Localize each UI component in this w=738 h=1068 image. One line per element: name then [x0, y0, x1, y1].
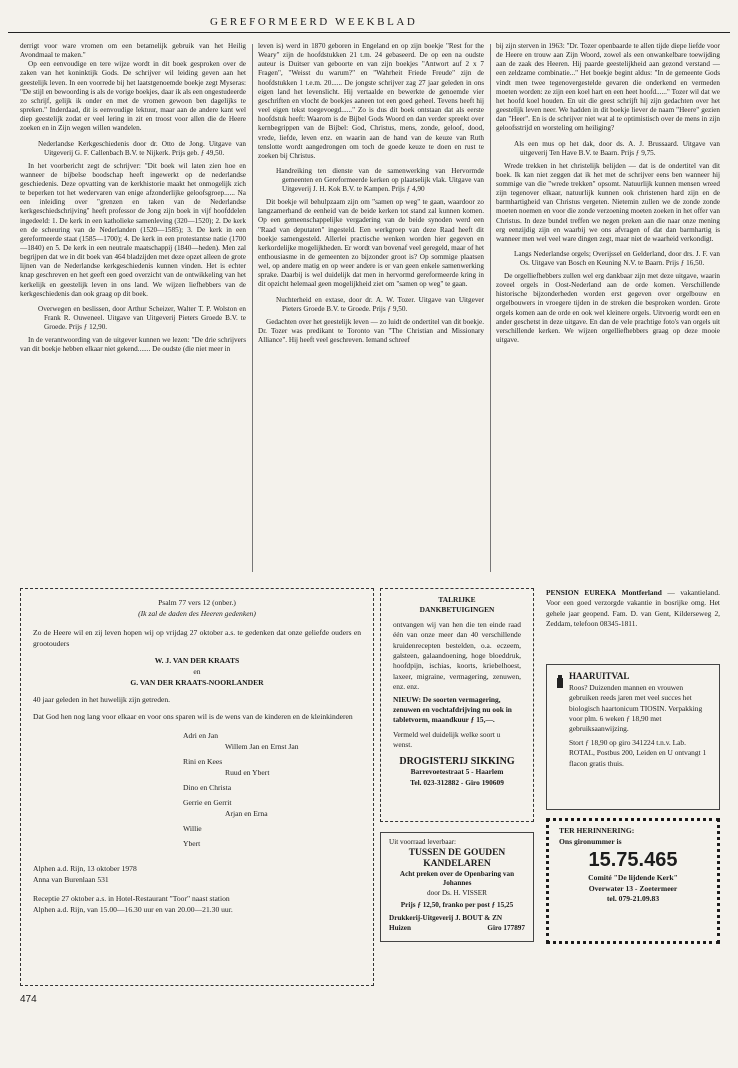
page-number: 474: [20, 994, 37, 1005]
ad-title: HAARUITVAL: [569, 671, 630, 681]
company-address: Barrevoetestraat 5 - Haarlem: [410, 767, 504, 777]
ad-body: Roos? Duizenden mannen en vrouwen gebruiken reeds jaren met veel succes het biologisch haartonicum TIOSIN. Verpakking voor plm. 6 weken ƒ 18,90 met gebruiksaanwijzing.: [569, 683, 703, 734]
paragraph: De orgelliefhebbers zullen wel erg dankbaar zijn met deze uitgave, waarin zoveel orgels in Oost-Nederland aan de orde komen. Verschillende historische bijzonderheden worden erst gegeven over orgelbouw en orgelbouwers in vroegere tijden in de streken die besproken worden. Grote orgels komen aan de orde en ook wel kleinere orgels. Uitvoerig wordt een en ander geschetst in deze uitgave. En dan de vele prachtige foto's van orgels uit verschillende kerken. We wijzen orgelliefhebbers graag op deze mooie uitgave.: [496, 271, 720, 345]
paragraph: Wrede trekken in het christelijk belijden — dat is de ondertitel van dit boek. Ik kan niet zeggen dat ik het met de schrijver eens ben wanneer hij sommige van die "wrede trekken" opsomt. Natuurlijk kunnen mensen wreed zijn tegenover elkaar, natuurlijk kunnen ook christenen hard zijn en de barmhartigheid van Christus vergeten. Nietemin zullen we de zonde zonde moeten noemen en voor die zonde verzoening moeten zoeken in het offer van Christus. In deze bundel treffen we negen preken aan die naar onze mening erg eenzijdig zijn en waarbij we ons afvragen of dat dan barmhartig is wanneer men wel veel ware dingen zegt, maar niet de waarheid verkondigt.: [496, 161, 720, 243]
paragraph: In het voorbericht zegt de schrijver: "Dit boek wil laten zien hoe en wanneer de bijbelse boodschap heeft ingewerkt op de nederlandse geschiedenis. Deze opvatting van de kerkhistorie maakt het onmogelijk zich te beperken tot het wedervaren van enige afzonderlijke geloofsgroep...... Na een inleiding over "grenzen en taken van de Nederlandse kerkgeschiedschrijving" heeft professor de Jong zijn boek in vijf hoofddelen ingedeeld: 1. De kerk in een katholieke samenleving (320—1520); 2. De kerk en de scheuring van de Nederlanden (1520—1585); 3. De kerk in een gereformeerde staat (1585—1700); 4. De kerk in een protestantse natie (1700—1840) en 5. De kerk in een neutrale maatschappij (1840—heden). Men zal begrijpen dat we in dit boek van 464 bladzijden met deze opzet alleen de grote lijnen van de Nederlandse kerkgeschiedenis kunnen vinden. Het is echter knap geschreven en het geeft een goed overzicht van de ontwikkeling van het kerkelijk en geestelijk leven in ons land. We wijzen liefhebbers van de kerkgeschiedenis dan ook graag op dit boek.: [20, 161, 246, 298]
article-column-3: [496, 42, 720, 574]
ad-news: NIEUW: De soorten vermagering, zenuwen en vochtafdrijving nu ook in tabletvorm, maandkuur ƒ 15,—.: [393, 694, 512, 725]
psalm-reference: Psalm 77 vers 12 (onber.): [158, 598, 236, 607]
book-description: Acht preken over de Openbaring van: [399, 869, 515, 878]
ad-body: ontvangen wij van hen die ten einde raad één van onze meer dan 40 verschillende kruidenrecepten bestelden, o.a. eczeem, galsteen, galaandoening, hoge bloeddruk, hoofdpijn, ischias, koorts, kriebelhoest, laxeer, migraine, vermagering, zenuwen, enz. enz.: [393, 619, 521, 692]
paragraph: Dit boekje wil behulpzaam zijn om "samen op weg" te gaan, waardoor zo langzamerhand de eenheid van de beide kerken tot stand zal kunnen komen. Op een gemeenschappelijke vergadering van de beide synoden werd een "Raad van deputaten" ingesteld. Een werkgroep van deze Raad heeft dit boekje samengesteld. Allerlei practische wenken worden hier gegeven en kerkordelijke mogelijkheden. Er wordt van bovenaf veel geregeld, maar of het enthousiasme in de gemeenten zo bijzonder groot is? Op sommige plaatsen wel, op andere matig en op weer andere is er van geen enkele samenwerking sprake. Daarbij is wel duidelijk dat men in hervormd gereformeerde kring in dit opzicht helemaal geen mogelijkheid ziet om "samen op weg" te gaan.: [258, 198, 484, 289]
book-ad-lead: Uit voorraad leverbaar:: [389, 838, 457, 846]
article-column-1: [20, 42, 246, 574]
book-review-heading: Nuchterheid en extase, door dr. A. W. Tozer. Uitgave van Uitgever Pieters Groede B.V. te Groede. Prijs ƒ 9,50.: [276, 295, 484, 313]
committee-phone: tel. 079-21.09.83: [606, 894, 660, 904]
reception-info: Receptie 27 oktober a.s. in Hotel-Restaurant "Toor" naast station: [33, 894, 230, 903]
drogisterij-sikking-ad: [380, 588, 534, 822]
reminder-line: TER HERINNERING:: [559, 826, 635, 835]
anniversary-years: 40 jaar geleden in het huwelijk zijn getreden.: [33, 695, 171, 704]
page-header: [0, 8, 738, 36]
home-address: Anna van Burenlaan 531: [33, 875, 109, 884]
reception-times: Alphen a.d. Rijn, van 15.00—16.30 uur en van 20.00—21.30 uur.: [33, 905, 233, 914]
ad-note: Vermeld wel duidelijk welke soort u wenst.: [393, 729, 501, 750]
book-review-heading: Overwegen en beslissen, door Arthur Scheizer, Walter T. P. Wolston en Frank R. Ouweneel. Uitgave van Uitgeverij Pieters Groede B.V. te Groede. Prijs ƒ 12,90.: [38, 304, 246, 331]
child-entry: Dino en Christa: [183, 783, 232, 792]
child-entry: Gerrie en Gerrit Arjan en Erna: [183, 798, 268, 818]
header-rule: [8, 32, 730, 33]
paragraph: Op een eenvoudige en tere wijze wordt in dit boek gesproken over de zaken van het koninktijk Gods. De schrijver wil leiding geven aan het geestelijk leven. In een voorrede bij het laatstgenoemde boekje zegt Myseras: "De stijl en bewoording is als de vorige boekjes, daar ik als een ongestudeerde zo schrijf, gelijk ik onder en met de vromen gewoon ben dagelijks te spreken." Inderdaad, dit is eenvoudige lektuur, maar aan de andere kant wel diep geestelijk zodat er veel lering in zit en troost voor allen die de Heere zoeken en in Zijn wegen willen wandelen.: [20, 60, 246, 133]
paragraph: derrigt voor ware vromen om een betamelijk gebruik van het Heilig Avondmaal te maken.": [20, 42, 246, 60]
lijdende-kerk-ad: [546, 818, 720, 944]
committee-name: Comité "De lijdende Kerk": [588, 873, 678, 883]
giro-number: 15.75.465: [588, 849, 678, 872]
child-entry: Ybert: [183, 839, 201, 848]
column-divider: [490, 44, 491, 572]
place-date: Alphen a.d. Rijn, 13 oktober 1978: [33, 864, 137, 873]
pension-text: — vakantieland. Voor een goed verzorgde vakantie in bosrijke omg. Het gehele jaar geopend. Fam. D. van Gent, Kilderseweg 2, Zeddam, telefoon 08345-1811.: [546, 588, 720, 629]
conjunction: en: [193, 667, 201, 676]
haaruitval-ad: [546, 664, 720, 810]
book-ad: [380, 832, 534, 942]
book-review-heading: Handreiking ten dienste van de samenwerking van Hervormde gemeenten en Gereformeerde kerken op plaatselijk vlak. Uitgave van Uitgeverij J. H. Kok B.V. te Kampen. Prijs ƒ 4,90: [276, 167, 484, 194]
flask-icon: [555, 675, 565, 689]
announcement-intro: Zo de Heere wil en zij leven hopen wij op vrijdag 27 oktober a.s. te gedenken dat onze geliefde ouders en grootouders: [33, 628, 361, 648]
pension-place: Montferland: [621, 588, 662, 597]
book-review-heading: Nederlandse Kerkgeschiedenis door dr. Otto de Jong. Uitgave van Uitgeverij G. F. Callenbach B.V. te Nijkerk. Prijs geb. ƒ 49,50.: [38, 139, 246, 157]
pension-name: PENSION EUREKA: [546, 588, 617, 597]
column-divider: [252, 44, 253, 572]
company-phone: Tel. 023-312882 - Giro 190609: [410, 777, 504, 787]
paragraph: bij zijn sterven in 1963: "Dr. Tozer openbaarde te allen tijde diepe liefde voor de Heere en trouw aan Zijn Woord, zowel als een onwankelbare toewijding aan de zaak des Heeren. Hij paarde geestelijkheid aan gezond verstand — een zeldzame combinatie..." Het boekje begint aldus: "In de gemeente Gods vindt men twee tegenovergestelde gevaren die onderkend en vermeden moeten worden: ze zijn een koel hart en een heet hoofd......" Tozer wil dat we het hoofd koel houden. En uit die geest schrijft hij zijn gedachten over het geestelijk leven neer. We hadden in dit boekje liever de naam "Heere" gezien dan "Heer". En is de schrijver niet wat al te optimistisch over de mens in zijn geloofsstrijd en worsteling om heiliging?: [496, 42, 720, 133]
psalm-text: (Ik zal de daden des Heeren gedenken): [138, 609, 256, 618]
child-entry: Willie: [183, 824, 202, 833]
paragraph: In de verantwoording van de uitgever kunnen we lezen: "De drie schrijvers van dit boekje hebben elkaar niet gekend....... De oudste (die niet meer in: [20, 335, 246, 354]
company-name: DROGISTERIJ SIKKING: [399, 755, 515, 767]
article-column-2: [258, 42, 484, 574]
child-entry: Rini en Kees Ruud en Ybert: [183, 757, 270, 777]
publication-title: GEREFORMEERD WEEKBLAD: [210, 16, 418, 28]
book-title: TUSSEN DE GOUDEN: [408, 847, 506, 858]
book-review-heading: Langs Nederlandse orgels; Overijssel en Gelderland, door drs. J. F. van Os. Uitgave van Bosch en Keuning N.V. te Baarn. Prijs ƒ 16,50.: [514, 249, 720, 267]
ad-title: TALRIJKE: [438, 595, 476, 604]
book-price: Prijs ƒ 12,50, franko per post ƒ 15,25: [400, 901, 514, 910]
book-description: Johannes: [442, 879, 472, 888]
husband-name: W. J. VAN DER KRAATS: [154, 656, 240, 665]
paragraph: leven is) werd in 1870 geboren in Engeland en op zijn boekje "Rest for the Weary" zijn de hoofdstukken 21 t.m. 24 gebaseerd. De op een na oudste auteur is Duitser van geboorte en van zijn boekjes "Antwort auf 2 x 7 Fragen", "Weisst du warum?" en "Wahrheit Friede Freude" zijn de hoofdstukken 1 t.e.m. 20...... De jongste schrijver zag 27 jaar geleden in ons eigen land het levenslicht. Hij vertaalde en bewerkte de genoemde vier geschriften en vlocht de boekjes aaneen tot een goed geheel. Tevens heeft hij veel eigen tekst toegevoegd......" Zo is dus dit boek ontstaan dat als eerste hoofdstuk heeft: Waarom is de Bijbel Gods Woord en dan verder spreekt over kernbegrippen van de Bijbel: God, Christus, mens, zonde, geloof, dood, vrede, liefde, leven enz. en waarin aan de hand van de keuze van Ruth tenslotte wordt aangedrongen om toch de goede keuze te doen en rust te zoeken bij Christus.: [258, 42, 484, 160]
pension-eureka-ad: [546, 588, 720, 660]
family-wish: Dat God hen nog lang voor elkaar en voor ons sparen wil is de wens van de kinderen en de kleinkinderen: [33, 712, 353, 721]
child-entry: Adri en Jan Willem Jan en Ernst Jan: [183, 731, 299, 751]
ad-title: DANKBETUIGINGEN: [419, 605, 495, 615]
anniversary-announcement: [20, 588, 374, 986]
reminder-line: Ons gironummer is: [559, 836, 622, 846]
paragraph: Gedachten over het geestelijk leven — zo luidt de ondertitel van dit boekje. Dr. Tozer was predikant te Toronto van "The Christian and Missionary Alliance". Hij heeft veel geschreven. Iemand schreef: [258, 317, 484, 344]
book-author: door Ds. H. VISSER: [427, 888, 487, 897]
wife-name: G. VAN DER KRAATS-NOORLANDER: [130, 678, 264, 687]
ad-order: Stort ƒ 18,90 op giro 341224 t.n.v. Lab. ROTAL, Postbus 200, Leiden en U ontvangt 1 flacon gratis thuis.: [569, 738, 707, 768]
book-review-heading: Als een mus op het dak, door ds. A. J. Brussaard. Uitgave van uitgeverij Ten Have B.V. te Baarn. Prijs ƒ 9,75.: [514, 139, 720, 157]
publisher: Drukkerij-Uitgeverij J. BOUT & ZN: [389, 913, 503, 922]
publisher-details: Huizen Giro 177897: [389, 923, 525, 932]
book-title: KANDELAREN: [423, 858, 491, 869]
committee-address: Overwater 13 - Zoetermeer: [588, 883, 678, 893]
children-list: [183, 730, 361, 849]
